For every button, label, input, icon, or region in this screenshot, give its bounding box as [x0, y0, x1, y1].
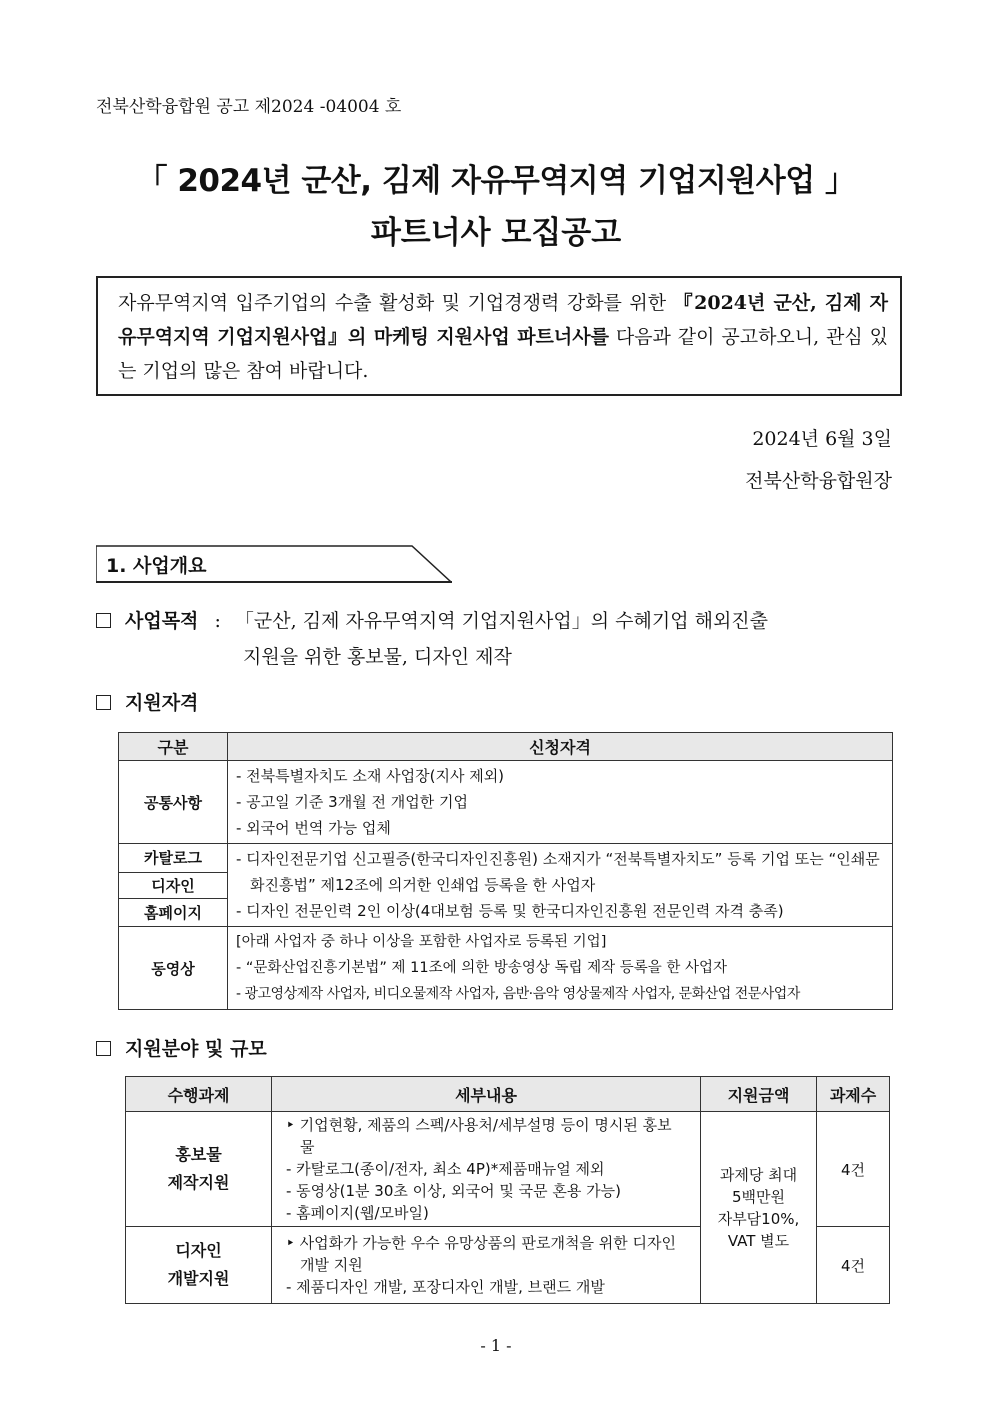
table-row [126, 1112, 890, 1227]
table-header-row [126, 1077, 890, 1112]
table-row [119, 927, 893, 1010]
cat-design-dev [126, 1227, 272, 1304]
purpose-text-1: 「군산, 김제 자유무역지역 기업지원사업」의 수혜기업 해외진출 [234, 610, 769, 632]
amount-line2: 5백만원 [731, 1187, 785, 1206]
list-item: - 홈페이지(웹/모바일) [286, 1204, 429, 1222]
desc-design-dev [272, 1227, 701, 1304]
amount-line3: 자부담10%, [717, 1209, 800, 1228]
support-amount [701, 1112, 817, 1304]
list-item: - 디자인전문기업 신고필증(한국디자인진흥원) 소재지가 “전북특별자치도” 등록 기업 또는 “인쇄문화진흥법” 제12조에 의거한 인쇄업 등록을 한 사업자 [236, 850, 880, 894]
header-amount: 지원금액 [701, 1077, 817, 1112]
fields-heading-text: 지원분야 및 규모 [125, 1038, 267, 1060]
cat-catalog: 카탈로그 [119, 844, 228, 873]
checkbox-icon [96, 695, 111, 710]
cat-promo-line2: 제작지원 [167, 1173, 230, 1192]
cat-common: 공통사항 [119, 761, 228, 844]
cat-design: 디자인 [119, 872, 228, 899]
intro-text-2: 『2024년 군산, 김제 자유무역지역 기업지원사업』의 마케팅 지원사업 파트너사를 [118, 292, 889, 348]
list-item: [아래 사업자 중 하나 이상을 포함한 사업자로 등록된 기업] [236, 934, 607, 950]
desc-video [228, 927, 893, 1010]
purpose-colon: : [214, 610, 221, 632]
list-item: - 디자인 전문인력 2인 이상(4대보험 등록 및 한국디자인진흥원 전문인력 자격 충족) [236, 902, 784, 920]
cat-design-line1: 디자인 [175, 1241, 222, 1260]
intro-text-3: 다음과 같이 공고하오니, 관심 있는 기업의 많은 참여 바랍니다. [118, 326, 888, 382]
cat-video: 동영상 [119, 927, 228, 1010]
list-item: - 동영상(1분 30초 이상, 외국어 및 국문 혼용 가능) [286, 1182, 621, 1200]
list-item: ‣ 사업화가 가능한 우수 유망상품의 판로개척을 위한 디자인 개발 지원 [286, 1234, 676, 1274]
list-item: - 제품디자인 개발, 포장디자인 개발, 브랜드 개발 [286, 1278, 605, 1296]
section-heading-1 [96, 545, 452, 583]
table-row [119, 844, 893, 873]
intro-text-1: 자유무역지역 입주기업의 수출 활성화 및 기업경쟁력 강화를 위한 [118, 292, 667, 314]
intro-box [96, 276, 902, 396]
table-header-row [119, 733, 893, 761]
purpose-row [96, 606, 768, 633]
list-item: - 카탈로그(종이/전자, 최소 4P)*제품매뉴얼 제외 [286, 1160, 605, 1178]
qualification-table [118, 732, 893, 1010]
list-item: ‣ 기업현황, 제품의 스펙/사용처/세부설명 등이 명시된 홍보물 [286, 1116, 672, 1156]
list-item: - 공고일 기준 3개월 전 개업한 기업 [236, 793, 468, 811]
amount-line4: VAT 별도 [727, 1231, 790, 1250]
page-title-line2: 파트너사 모집공고 [370, 215, 622, 251]
fields-heading [96, 1034, 267, 1061]
section-heading-text: 1. 사업개요 [106, 555, 207, 577]
header-details: 세부내용 [272, 1077, 701, 1112]
cat-promo [126, 1112, 272, 1227]
list-item: - “문화산업진흥기본법” 제 11조에 의한 방송영상 독립 제작 등록을 한 사업자 [236, 960, 727, 976]
cat-design-line2: 개발지원 [167, 1269, 230, 1288]
issuer: 전북산학융합원장 [745, 470, 892, 492]
checkbox-icon [96, 1041, 111, 1056]
amount-line1: 과제당 최대 [719, 1165, 798, 1184]
notice-date: 2024년 6월 3일 [752, 428, 892, 450]
header-category: 구분 [119, 733, 228, 761]
header-count: 과제수 [817, 1077, 890, 1112]
table-row [119, 761, 893, 844]
qualification-heading [96, 688, 198, 715]
page-title-line1: 「 2024년 군산, 김제 자유무역지역 기업지원사업 」 [136, 163, 856, 199]
checkbox-icon [96, 613, 111, 628]
qualification-heading-text: 지원자격 [125, 692, 199, 714]
cat-promo-line1: 홍보물 [175, 1145, 222, 1164]
list-item: - 외국어 번역 가능 업체 [236, 819, 391, 837]
count-promo: 4건 [817, 1112, 890, 1227]
desc-common [228, 761, 893, 844]
header-task: 수행과제 [126, 1077, 272, 1112]
desc-catalog-design-homepage [228, 844, 893, 927]
purpose-text-2: 지원을 위한 홍보물, 디자인 제작 [243, 646, 512, 668]
desc-promo [272, 1112, 701, 1227]
list-item: - 광고영상제작 사업자, 비디오물제작 사업자, 음반·음악 영상물제작 사업자, 문화산업 전문사업자 [236, 986, 800, 1002]
header-qualification: 신청자격 [228, 733, 893, 761]
purpose-label: 사업목적 [125, 610, 199, 632]
notice-number: 전북산학융합원 공고 제2024 -04004 호 [96, 97, 402, 117]
count-design: 4건 [817, 1227, 890, 1304]
fields-table [125, 1076, 890, 1304]
list-item: - 전북특별자치도 소재 사업장(지사 제외) [236, 767, 505, 785]
cat-homepage: 홈페이지 [119, 899, 228, 927]
page-number: - 1 - [480, 1336, 512, 1355]
